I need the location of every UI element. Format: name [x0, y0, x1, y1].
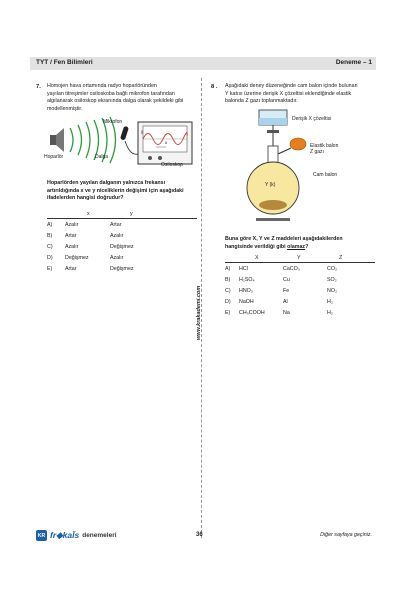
- option-y: Değişmez: [110, 243, 134, 250]
- option-letter: C): [47, 243, 53, 250]
- q7-question-line: Hoparlörden yayılan dalganın yalnızca frekansı: [47, 180, 166, 186]
- q8-question-line: [225, 244, 380, 252]
- option-x: H₂SO₄: [239, 277, 255, 284]
- microphone-icon: [120, 126, 138, 155]
- option-y: Azalır: [110, 233, 124, 240]
- q8-stem: [225, 83, 380, 106]
- q8-option-c[interactable]: [225, 286, 375, 297]
- q7-col-x: x: [87, 210, 90, 217]
- q7-label-speaker: Hoparlör: [44, 154, 64, 160]
- footer-brand: [36, 530, 117, 541]
- q7-option-a[interactable]: [47, 220, 197, 231]
- q7-option-c[interactable]: [47, 242, 197, 253]
- q7-diagram: [44, 116, 194, 178]
- option-x: Azalır: [65, 243, 79, 250]
- q8-col-z: Z: [339, 254, 343, 261]
- q8-label-elastic: [310, 143, 338, 155]
- q8-option-e[interactable]: [225, 307, 375, 318]
- q8-label-glass: Cam balon: [313, 172, 338, 178]
- option-x: Azalır: [65, 222, 79, 229]
- option-x: HNO₃: [239, 287, 253, 294]
- q7-label-x: x: [165, 140, 168, 145]
- speaker-icon: [50, 128, 64, 152]
- q7-label-mic: Mikrofon: [103, 119, 123, 125]
- option-letter: E): [225, 309, 231, 316]
- website-watermark: www.krakademi.com: [196, 285, 202, 340]
- q8-question-text: hangisinde verildiği gibi: [225, 243, 288, 250]
- page-number: 36: [196, 532, 203, 538]
- option-y: Artar: [110, 222, 122, 229]
- option-z: CO₂: [327, 266, 338, 273]
- option-y: Al: [283, 298, 288, 305]
- header-exam-title: Deneme – 1: [335, 59, 372, 66]
- q8-col-x: X: [255, 254, 259, 261]
- option-y: Değişmez: [110, 265, 134, 272]
- brand-logo-icon: KR: [36, 530, 47, 541]
- q8-col-y: Y: [297, 254, 301, 261]
- option-y: CaCO₃: [283, 266, 300, 273]
- option-z: SO₂: [327, 277, 337, 284]
- elastic-balloon-icon: [278, 138, 306, 154]
- q8-label-solution: Derişik X çözeltisi: [292, 116, 332, 122]
- q7-col-y: y: [130, 210, 133, 217]
- q8-label-solid: Y (k): [265, 182, 276, 188]
- option-letter: A): [47, 222, 53, 229]
- q8-number: 8 .: [211, 84, 218, 90]
- brand-subtitle: denemeleri: [82, 532, 117, 539]
- q7-stem-line: Homojen hava ortamında radyo hoparlöründen: [47, 83, 157, 89]
- option-y: Na: [283, 309, 290, 316]
- q7-label-scope: Osiloskop: [161, 162, 183, 168]
- q7-label-wave: Dalga: [95, 154, 109, 160]
- option-y: Fe: [283, 287, 290, 294]
- q8-option-b[interactable]: [225, 275, 375, 286]
- q7-question-line: ifadelerden hangisi doğrudur?: [47, 195, 124, 202]
- q7-label-y: y: [141, 129, 144, 134]
- option-letter: C): [225, 287, 231, 294]
- option-x: Değişmez: [65, 254, 89, 261]
- q8-options-table: [225, 254, 375, 318]
- header-subject: TYT / Fen Bilimleri: [36, 59, 93, 66]
- q7-question: [47, 180, 199, 203]
- option-letter: D): [47, 254, 53, 261]
- option-y: Cu: [283, 277, 290, 284]
- option-y: Azalır: [110, 254, 124, 261]
- option-x: HCl: [239, 266, 248, 273]
- q8-option-a[interactable]: [225, 264, 375, 275]
- q8-question-mark: ?: [305, 243, 309, 250]
- q7-stem-line: yayılan titreşimler osiloskoba bağlı mikrofon tarafından: [47, 90, 175, 97]
- q7-option-e[interactable]: [47, 263, 197, 274]
- q7-question-line: artırıldığında x ve y niceliklerin değişimi için aşağıdaki: [47, 187, 184, 194]
- option-x: Artar: [65, 265, 77, 272]
- brand-name: fr◆kal̄s: [50, 530, 80, 540]
- option-letter: B): [47, 233, 53, 240]
- q8-stem-line: Y katısı üzerine derişik X çözeltisi eklendiğinde elastik: [225, 90, 352, 97]
- glass-flask-icon: [247, 146, 299, 214]
- q8-label-elastic-line: Z gazı: [310, 149, 324, 155]
- option-z: NO₂: [327, 287, 338, 294]
- q8-question-line: Buna göre X, Y ve Z maddeleri aşağıdakilerden: [225, 236, 343, 242]
- option-x: CH₃COOH: [239, 309, 265, 316]
- next-page-note: Diğer sayfaya geçiniz.: [320, 532, 372, 538]
- q8-label-elastic-line: Elastik balon: [310, 143, 339, 149]
- q7-stem-line: algılanarak osiloskop ekranında dalga olarak şekildeki gibi: [47, 98, 184, 105]
- option-z: H₂: [327, 298, 333, 305]
- option-letter: D): [225, 298, 231, 305]
- q8-question-emphasis: olamaz: [287, 243, 306, 250]
- q8-option-d[interactable]: [225, 296, 375, 307]
- q8-stem-line: Aşağıdaki deney düzeneğinde cam balon içinde bulunan: [225, 83, 358, 89]
- q8-question: [225, 236, 380, 251]
- q7-option-d[interactable]: [47, 252, 197, 263]
- option-z: H₂: [327, 309, 333, 316]
- q7-option-b[interactable]: [47, 231, 197, 242]
- q7-stem: [47, 83, 199, 113]
- option-letter: B): [225, 277, 231, 284]
- q7-number: 7.: [36, 84, 41, 90]
- q8-stem-line: balonda Z gazı toplanmaktadır.: [225, 98, 298, 105]
- option-x: NaOH: [239, 298, 254, 305]
- q7-options-table: [47, 210, 197, 274]
- burner-stand-icon: [256, 218, 290, 221]
- option-letter: A): [225, 266, 231, 273]
- q8-apparatus: [236, 108, 316, 228]
- option-x: Artar: [65, 233, 77, 240]
- option-letter: E): [47, 265, 53, 272]
- q7-stem-line: modellenmiştir.: [47, 105, 83, 112]
